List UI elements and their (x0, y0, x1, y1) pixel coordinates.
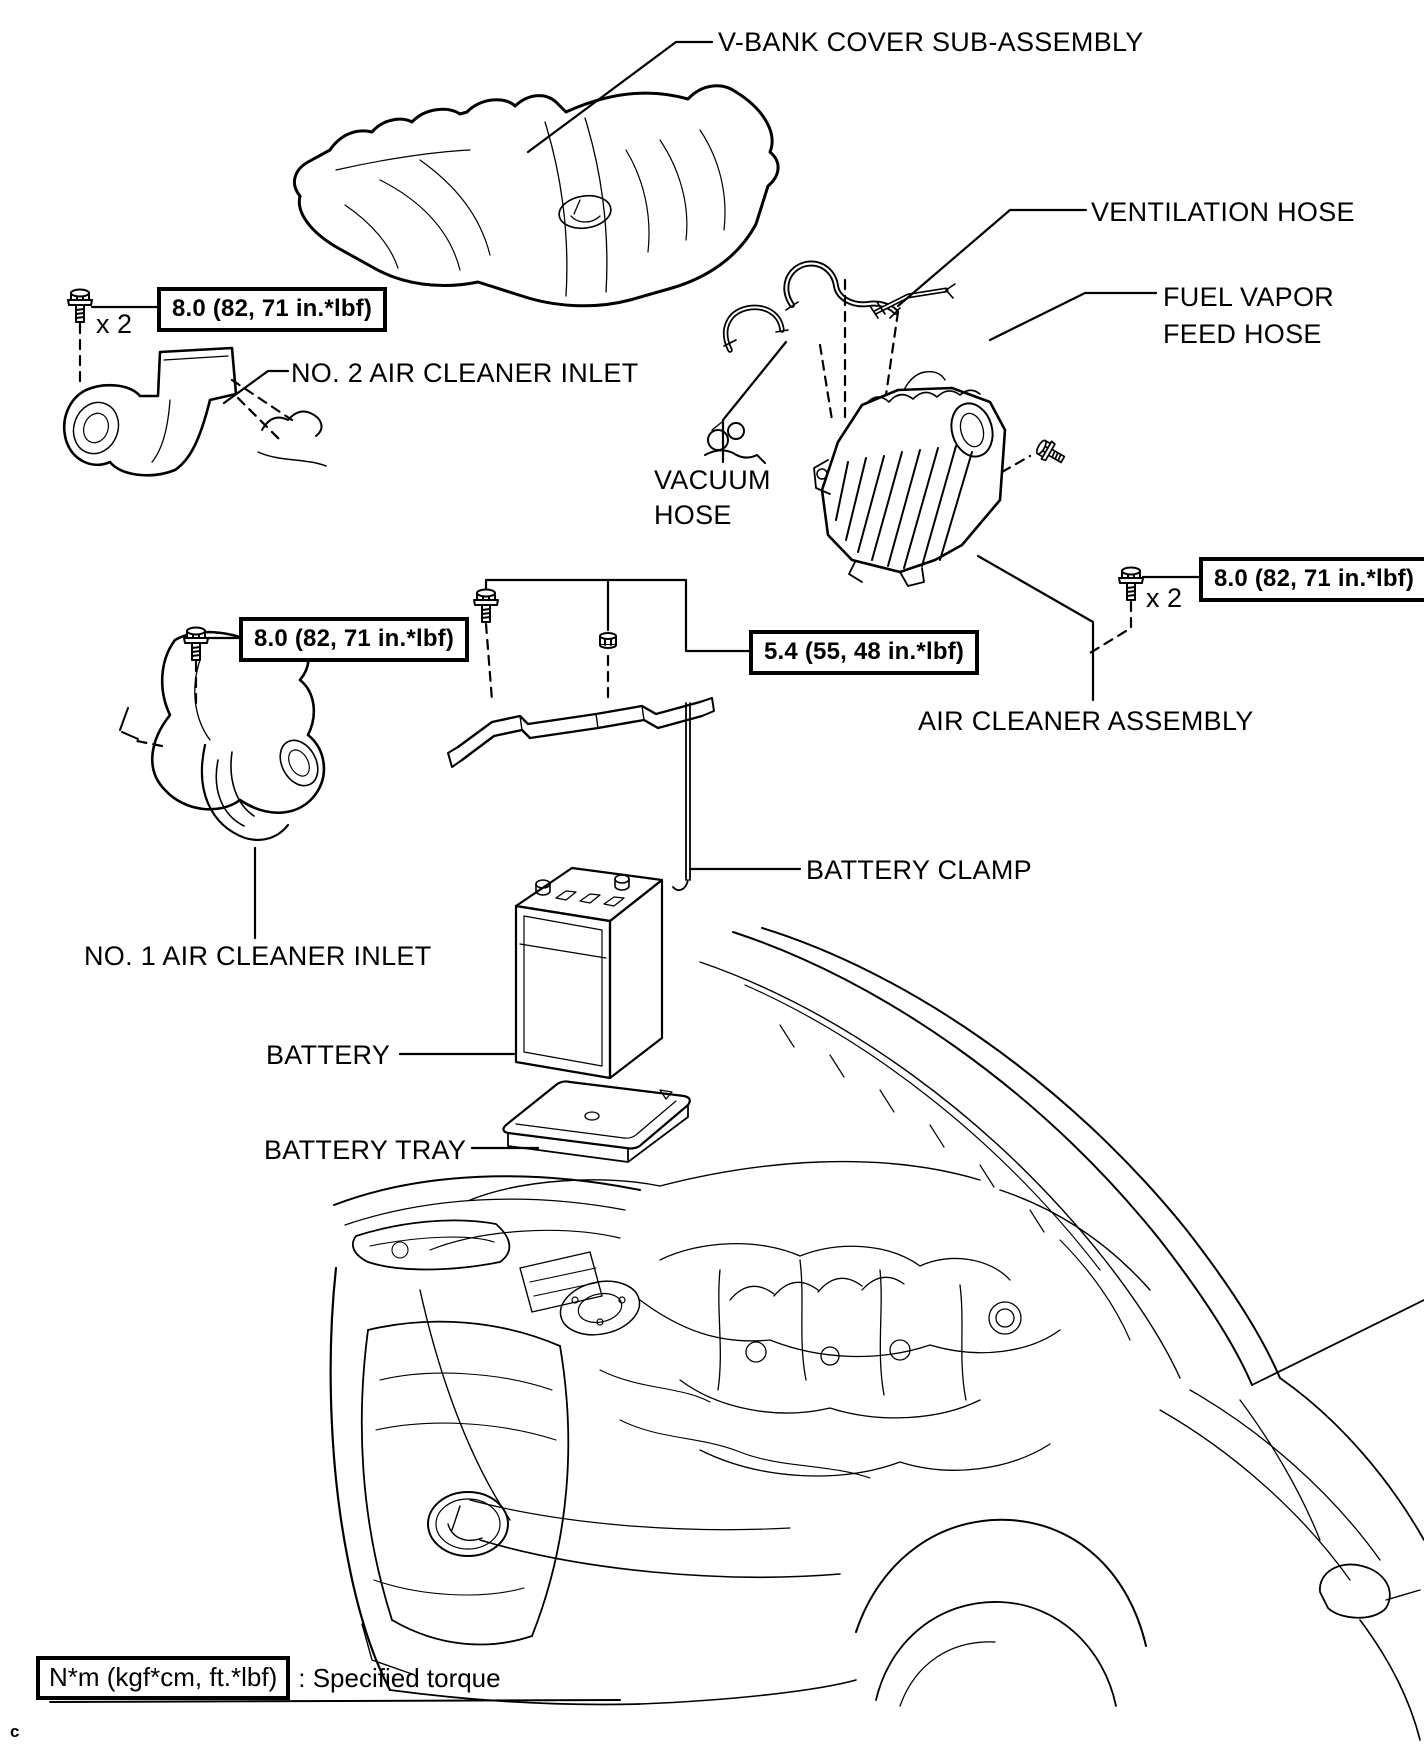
torque-spec-battery-clamp: 5.4 (55, 48 in.*lbf) (749, 630, 979, 675)
torque-legend (36, 1656, 501, 1700)
callout-battery-clamp: BATTERY CLAMP (806, 855, 1032, 885)
bolt-icon (1119, 568, 1143, 601)
vacuum-hose-drawing (705, 307, 788, 463)
fastener-icons (68, 290, 1143, 661)
callout-v-bank-cover: V-BANK COVER SUB-ASSEMBLY (718, 27, 1144, 57)
bolt-icon (68, 290, 92, 323)
no2-air-cleaner-inlet-drawing (64, 348, 326, 475)
bolt-icon (184, 628, 208, 661)
assembly-dashed-lines (80, 280, 1131, 746)
vehicle-engine-compartment-drawing (50, 928, 1424, 1740)
callout-vacuum-hose-line1: VACUUM (654, 465, 771, 495)
battery-clamp-drawing (448, 698, 714, 890)
callout-ventilation-hose: VENTILATION HOSE (1091, 197, 1355, 227)
callout-fuel-vapor-feed-hose-line2: FEED HOSE (1163, 319, 1322, 349)
callout-vacuum-hose-line2: HOSE (654, 500, 732, 530)
callout-battery: BATTERY (266, 1040, 391, 1070)
torque-legend-text: : Specified torque (298, 1662, 501, 1693)
fuel-vapor-feed-hose-drawing (870, 284, 955, 318)
v-bank-cover-drawing (294, 86, 778, 306)
bolt-icon (474, 590, 498, 623)
callout-no2-air-cleaner-inlet: NO. 2 AIR CLEANER INLET (291, 358, 639, 388)
callout-fuel-vapor-feed-hose-line1: FUEL VAPOR (1163, 282, 1335, 312)
torque-legend-symbol: N*m (kgf*cm, ft.*lbf) (36, 1656, 290, 1700)
torque-qty-no2-inlet: x 2 (96, 309, 133, 339)
air-cleaner-assembly-drawing (814, 372, 1005, 586)
torque-spec-no2-inlet: 8.0 (82, 71 in.*lbf) (157, 287, 387, 332)
torque-spec-air-cleaner: 8.0 (82, 71 in.*lbf) (1199, 557, 1424, 602)
no1-air-cleaner-inlet-drawing (120, 632, 325, 840)
callout-no1-air-cleaner-inlet: NO. 1 AIR CLEANER INLET (84, 941, 432, 971)
torque-spec-no1-inlet: 8.0 (82, 71 in.*lbf) (239, 617, 469, 662)
callout-battery-tray: BATTERY TRAY (264, 1135, 467, 1165)
battery-drawing (516, 868, 662, 1078)
nut-icon (600, 633, 616, 648)
torque-qty-air-cleaner: x 2 (1146, 583, 1183, 613)
bolt-icon (1034, 437, 1068, 468)
battery-tray-drawing (503, 1081, 689, 1162)
page-mark: c (10, 1722, 20, 1741)
callout-air-cleaner-assembly: AIR CLEANER ASSEMBLY (918, 706, 1254, 736)
callout-leader-lines (92, 42, 1199, 1148)
